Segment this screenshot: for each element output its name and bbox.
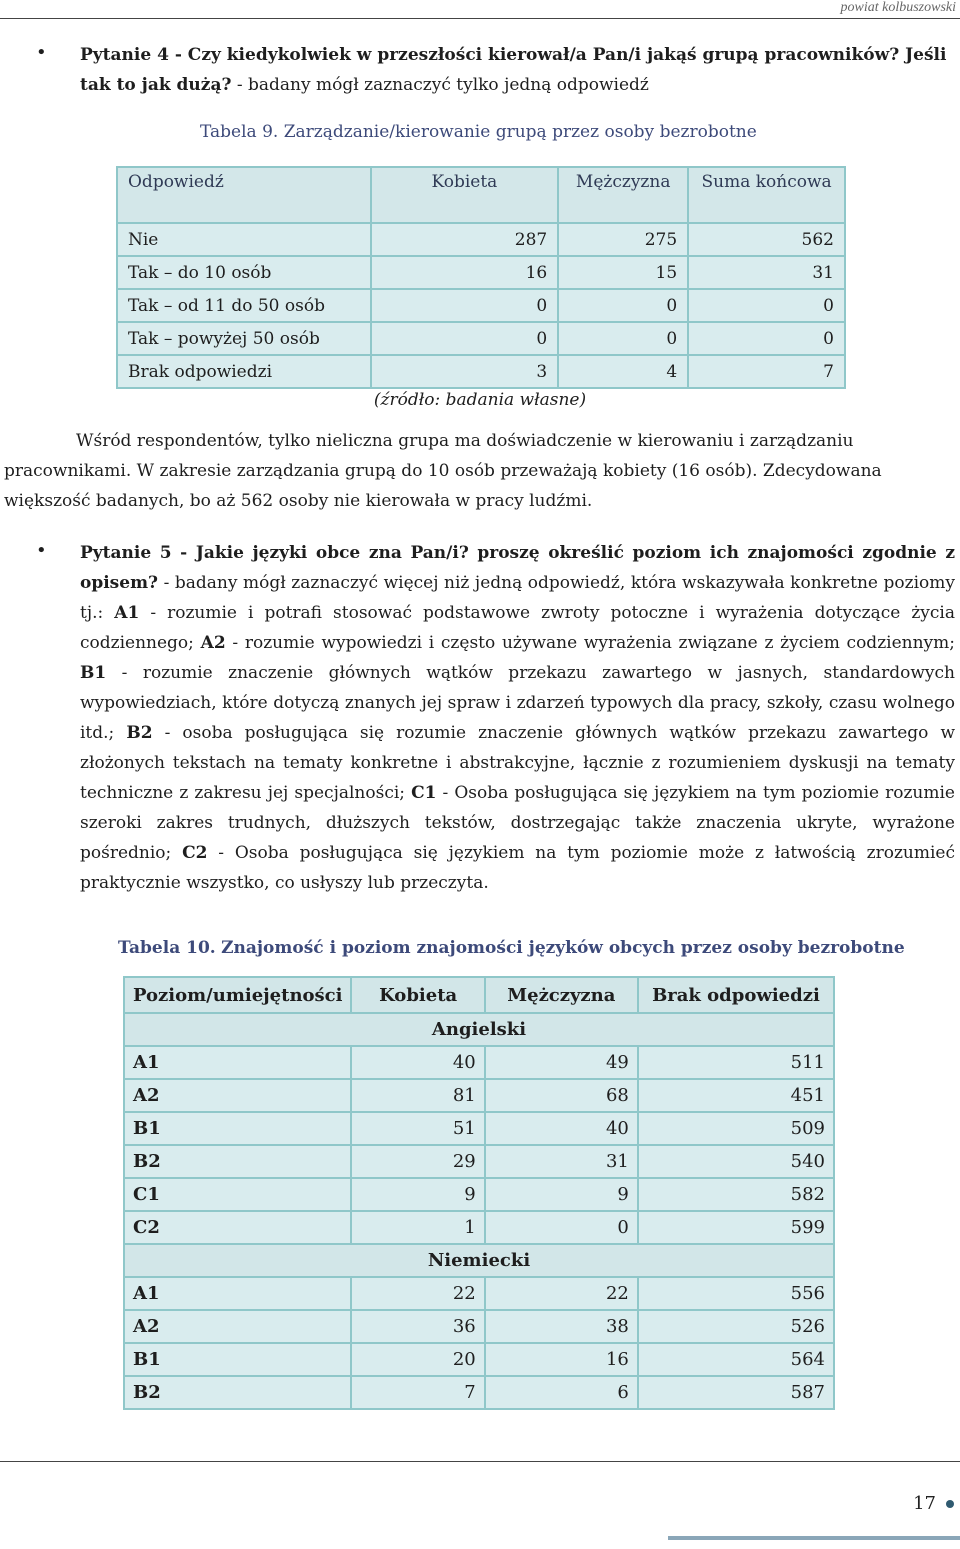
level-cell: B1 — [124, 1112, 351, 1145]
cell-brak: 526 — [638, 1310, 834, 1343]
header-cell: Odpowiedź — [117, 167, 371, 223]
level-cell: B2 — [124, 1376, 351, 1409]
table-row — [124, 1178, 834, 1211]
cell-brak: 540 — [638, 1145, 834, 1178]
cell-kobieta: 81 — [351, 1079, 484, 1112]
cell-brak: 564 — [638, 1343, 834, 1376]
footer-accent-bar — [668, 1536, 960, 1540]
table-9-source: (źródło: badania własne) — [373, 390, 587, 410]
table-9 — [116, 166, 846, 389]
row-label: Tak – powyżej 50 osób — [117, 322, 371, 355]
row-label: Nie — [117, 223, 371, 256]
table-row — [124, 1310, 834, 1343]
level-c1-text: - Osoba posługująca się językiem na tym poziomie rozumie szeroki zakres trudnych, dłuższych tekstów, dostrzegając także znaczenia ukryte, wyrażone pośrednio; — [80, 783, 955, 863]
level-cell: C2 — [124, 1211, 351, 1244]
header-cell: Poziom/umiejętności — [124, 977, 351, 1013]
header-rule — [0, 18, 960, 19]
paragraph-summary: Wśród respondentów, tylko nieliczna grupa ma doświadczenie w kierowaniu i zarządzaniu pracownikami. W zakresie zarządzania grupą do 10 osób przeważają kobiety (16 osób). Zdecydowana większość badanych, bo aż 562 osoby nie kierowała w pracy ludźmi. — [4, 431, 882, 511]
header-cell: Mężczyzna — [485, 977, 638, 1013]
level-b2-label: B2 — [126, 723, 153, 743]
header-tag: powiat kolbuszowski — [840, 0, 956, 15]
level-b1-text: - rozumie znaczenie głównych wątków przekazu zawartego w jasnych, standardowych wypowiedziach, które dotyczą znanych jej spraw i zdarzeń typowych dla pracy, szkoły, czasu wolnego itd.; — [80, 663, 955, 743]
cell-brak: 451 — [638, 1079, 834, 1112]
bullet-icon: • — [36, 42, 47, 63]
cell-mezczyzna: 31 — [485, 1145, 638, 1178]
question-5-intro: - badany mógł zaznaczyć więcej niż jedną odpowiedź, która wskazywała konkretne poziomy tj.: — [80, 573, 955, 623]
header-cell: Brak odpowiedzi — [638, 977, 834, 1013]
group-label: Angielski — [124, 1013, 834, 1046]
table-10-caption-label: Tabela 10. — [118, 938, 216, 958]
cell-mezczyzna: 0 — [485, 1211, 638, 1244]
cell-mezczyzna: 275 — [558, 223, 688, 256]
question-4 — [80, 40, 955, 100]
question-4-title: Pytanie 4 - Czy kiedykolwiek w przeszłości kierował/a Pan/i jakąś grupą pracowników? Jeśli tak to jak dużą? — [80, 45, 947, 95]
header-cell: Mężczyzna — [558, 167, 688, 223]
table-row — [124, 1145, 834, 1178]
cell-mezczyzna: 15 — [558, 256, 688, 289]
group-label: Niemiecki — [124, 1244, 834, 1277]
table-row — [124, 1376, 834, 1409]
table-header-row — [124, 977, 834, 1013]
table-row — [124, 1112, 834, 1145]
cell-brak: 509 — [638, 1112, 834, 1145]
cell-kobieta: 22 — [351, 1277, 484, 1310]
level-cell: A2 — [124, 1079, 351, 1112]
header-cell: Kobieta — [351, 977, 484, 1013]
cell-suma: 31 — [688, 256, 845, 289]
table-9-caption-label: Tabela 9. — [200, 122, 279, 142]
group-row-niemiecki — [124, 1244, 834, 1277]
level-c2-text: - Osoba posługująca się językiem na tym poziomie może z łatwością zrozumieć praktycznie wszystko, co usłyszy lub przeczyta. — [80, 843, 955, 893]
table-row — [117, 355, 845, 388]
cell-mezczyzna: 9 — [485, 1178, 638, 1211]
cell-brak: 587 — [638, 1376, 834, 1409]
cell-mezczyzna: 38 — [485, 1310, 638, 1343]
cell-kobieta: 29 — [351, 1145, 484, 1178]
cell-brak: 599 — [638, 1211, 834, 1244]
table-row — [124, 1046, 834, 1079]
cell-suma: 7 — [688, 355, 845, 388]
table-9-caption — [200, 122, 757, 142]
table-10-caption — [118, 938, 905, 958]
question-5 — [80, 538, 955, 898]
cell-mezczyzna: 16 — [485, 1343, 638, 1376]
header-cell: Suma końcowa — [688, 167, 845, 223]
level-cell: B1 — [124, 1343, 351, 1376]
cell-kobieta: 16 — [371, 256, 559, 289]
level-cell: A2 — [124, 1310, 351, 1343]
cell-kobieta: 3 — [371, 355, 559, 388]
table-row — [124, 1277, 834, 1310]
table-row — [124, 1079, 834, 1112]
table-9-caption-text: Zarządzanie/kierowanie grupą przez osoby bezrobotne — [283, 122, 757, 142]
row-label: Tak – do 10 osób — [117, 256, 371, 289]
cell-mezczyzna: 68 — [485, 1079, 638, 1112]
level-b1-label: B1 — [80, 663, 107, 683]
page-number: 17 — [913, 1493, 936, 1514]
page-dot-icon — [946, 1500, 954, 1508]
cell-mezczyzna: 4 — [558, 355, 688, 388]
level-a2-label: A2 — [200, 633, 226, 653]
cell-kobieta: 287 — [371, 223, 559, 256]
cell-brak: 556 — [638, 1277, 834, 1310]
table-row — [117, 223, 845, 256]
table-row — [117, 289, 845, 322]
level-cell: B2 — [124, 1145, 351, 1178]
cell-mezczyzna: 6 — [485, 1376, 638, 1409]
question-4-note: - badany mógł zaznaczyć tylko jedną odpowiedź — [231, 75, 649, 95]
table-10-caption-text: Znajomość i poziom znajomości języków obcych przez osoby bezrobotne — [221, 938, 905, 958]
row-label: Tak – od 11 do 50 osób — [117, 289, 371, 322]
level-c2-label: C2 — [182, 843, 208, 863]
level-c1-label: C1 — [411, 783, 437, 803]
cell-brak: 582 — [638, 1178, 834, 1211]
table-row — [117, 322, 845, 355]
level-a1-label: A1 — [114, 603, 140, 623]
bullet-icon: • — [36, 540, 47, 561]
level-cell: A1 — [124, 1277, 351, 1310]
cell-kobieta: 20 — [351, 1343, 484, 1376]
table-row — [124, 1343, 834, 1376]
header-cell: Kobieta — [371, 167, 559, 223]
table-header-row — [117, 167, 845, 223]
level-cell: C1 — [124, 1178, 351, 1211]
cell-mezczyzna: 0 — [558, 322, 688, 355]
cell-mezczyzna: 40 — [485, 1112, 638, 1145]
cell-kobieta: 1 — [351, 1211, 484, 1244]
cell-suma: 562 — [688, 223, 845, 256]
group-row-angielski — [124, 1013, 834, 1046]
cell-kobieta: 0 — [371, 322, 559, 355]
cell-kobieta: 36 — [351, 1310, 484, 1343]
cell-kobieta: 51 — [351, 1112, 484, 1145]
cell-kobieta: 0 — [371, 289, 559, 322]
question-5-title: Pytanie 5 - Jakie języki obce zna Pan/i? proszę określić poziom ich znajomości zgodnie z opisem? — [80, 543, 955, 593]
cell-kobieta: 7 — [351, 1376, 484, 1409]
table-row — [124, 1211, 834, 1244]
cell-mezczyzna: 0 — [558, 289, 688, 322]
cell-mezczyzna: 22 — [485, 1277, 638, 1310]
table-row — [117, 256, 845, 289]
level-b2-text: - osoba posługująca się rozumie znaczenie głównych wątków przekazu zawartego w złożonych tekstach na tematy konkretne i abstrakcyjne, łącznie z rozumieniem dyskusji na tematy techniczne z zakresu jej specjalności; — [80, 723, 956, 803]
cell-suma: 0 — [688, 289, 845, 322]
footer-rule — [0, 1461, 960, 1462]
cell-kobieta: 9 — [351, 1178, 484, 1211]
cell-brak: 511 — [638, 1046, 834, 1079]
level-a1-text: - rozumie i potrafi stosować podstawowe zwroty potoczne i wyrażenia dotyczące życia codziennego; — [80, 603, 955, 653]
cell-suma: 0 — [688, 322, 845, 355]
cell-kobieta: 40 — [351, 1046, 484, 1079]
table-10 — [123, 976, 835, 1410]
cell-mezczyzna: 49 — [485, 1046, 638, 1079]
row-label: Brak odpowiedzi — [117, 355, 371, 388]
level-cell: A1 — [124, 1046, 351, 1079]
level-a2-text: - rozumie wypowiedzi i często używane wyrażenia związane z życiem codziennym; — [225, 633, 955, 653]
